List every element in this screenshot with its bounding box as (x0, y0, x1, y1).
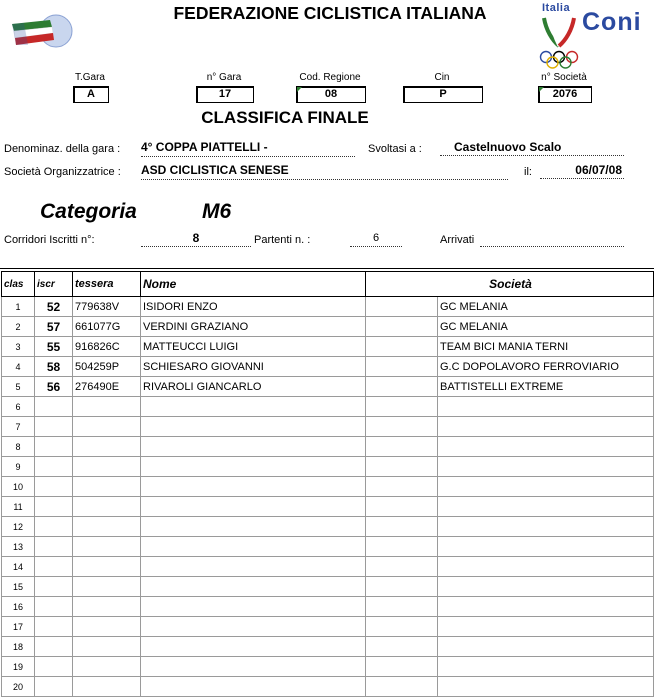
section-divider (0, 268, 654, 269)
row-societa-cell: TEAM BICI MANIA TERNI (438, 337, 654, 357)
row-iscr-cell (35, 617, 73, 637)
row-nome-cell (141, 637, 366, 657)
row-iscr-cell: 52 (35, 297, 73, 317)
row-spacer-cell (366, 597, 438, 617)
row-iscr-cell (35, 577, 73, 597)
row-spacer-cell (366, 317, 438, 337)
table-row (2, 557, 654, 577)
row-spacer-cell (366, 357, 438, 377)
row-iscr-cell: 58 (35, 357, 73, 377)
row-nome-cell (141, 517, 366, 537)
row-societa-cell (438, 517, 654, 537)
field-box-codregione: 08 (296, 86, 366, 103)
row-societa-cell (438, 457, 654, 477)
table-row (2, 297, 654, 317)
row-iscr-cell (35, 497, 73, 517)
row-tessera-cell (73, 537, 141, 557)
row-societa-cell (438, 557, 654, 577)
organizer-value: ASD CICLISTICA SENESE (141, 163, 508, 180)
row-clas-cell: 11 (2, 497, 35, 517)
field-label-ngara: n° Gara (206, 72, 242, 83)
row-societa-cell (438, 637, 654, 657)
table-row (2, 677, 654, 697)
row-nome-cell: ISIDORI ENZO (141, 297, 366, 317)
row-spacer-cell (366, 577, 438, 597)
field-box-tgara: A (73, 86, 109, 103)
row-spacer-cell (366, 297, 438, 317)
row-societa-cell: GC MELANIA (438, 297, 654, 317)
row-clas-cell: 10 (2, 477, 35, 497)
race-place-label: Svoltasi a : (368, 143, 422, 155)
row-clas-cell: 20 (2, 677, 35, 697)
row-nome-cell (141, 417, 366, 437)
row-tessera-cell (73, 577, 141, 597)
row-tessera-cell: 916826C (73, 337, 141, 357)
field-label-cin: Cin (434, 72, 450, 83)
row-tessera-cell: 661077G (73, 317, 141, 337)
row-nome-cell (141, 597, 366, 617)
row-clas-cell: 13 (2, 537, 35, 557)
table-row (2, 517, 654, 537)
row-iscr-cell (35, 517, 73, 537)
row-spacer-cell (366, 557, 438, 577)
category-value: M6 (202, 200, 232, 223)
row-spacer-cell (366, 437, 438, 457)
row-iscr-cell (35, 397, 73, 417)
row-iscr-cell (35, 457, 73, 477)
table-row (2, 437, 654, 457)
coni-name-text: Coni (582, 8, 642, 36)
table-row (2, 497, 654, 517)
date-label: il: (524, 166, 532, 178)
row-societa-cell (438, 417, 654, 437)
row-societa-cell (438, 577, 654, 597)
row-clas-cell: 8 (2, 437, 35, 457)
row-clas-cell: 2 (2, 317, 35, 337)
fci-logo-icon (10, 14, 74, 48)
table-row (2, 417, 654, 437)
field-label-codregione: Cod. Regione (299, 72, 361, 83)
row-societa-cell: GC MELANIA (438, 317, 654, 337)
race-place-value: Castelnuovo Scalo (440, 140, 624, 156)
coni-italia-text: Italia (542, 2, 571, 14)
table-row (2, 577, 654, 597)
arrived-value (480, 232, 624, 247)
row-societa-cell (438, 397, 654, 417)
row-nome-cell (141, 577, 366, 597)
date-value: 06/07/08 (540, 163, 624, 179)
row-societa-cell (438, 437, 654, 457)
table-row (2, 537, 654, 557)
row-nome-cell (141, 657, 366, 677)
row-spacer-cell (366, 537, 438, 557)
row-nome-cell (141, 677, 366, 697)
row-spacer-cell (366, 397, 438, 417)
table-row (2, 617, 654, 637)
row-clas-cell: 17 (2, 617, 35, 637)
row-tessera-cell (73, 637, 141, 657)
row-iscr-cell (35, 537, 73, 557)
row-societa-cell (438, 657, 654, 677)
row-nome-cell (141, 477, 366, 497)
row-nome-cell (141, 497, 366, 517)
row-iscr-cell (35, 637, 73, 657)
table-row (2, 597, 654, 617)
row-iscr-cell (35, 417, 73, 437)
enrolled-label: Corridori Iscritti n°: (4, 234, 95, 246)
row-spacer-cell (366, 477, 438, 497)
row-tessera-cell (73, 517, 141, 537)
coni-logo (536, 2, 646, 70)
row-tessera-cell: 504259P (73, 357, 141, 377)
field-box-nsocieta: 2076 (538, 86, 592, 103)
row-nome-cell (141, 397, 366, 417)
row-clas-cell: 15 (2, 577, 35, 597)
row-societa-cell (438, 597, 654, 617)
row-clas-cell: 12 (2, 517, 35, 537)
row-tessera-cell (73, 617, 141, 637)
row-tessera-cell (73, 497, 141, 517)
row-spacer-cell (366, 617, 438, 637)
cell-marker-icon (297, 87, 302, 92)
row-nome-cell (141, 617, 366, 637)
table-row (2, 637, 654, 657)
enrolled-value: 8 (141, 231, 251, 247)
row-clas-cell: 4 (2, 357, 35, 377)
table-row (2, 397, 654, 417)
field-box-ngara: 17 (196, 86, 254, 103)
row-clas-cell: 1 (2, 297, 35, 317)
arrived-label: Arrivati (440, 234, 475, 246)
row-tessera-cell (73, 557, 141, 577)
starters-label: Partenti n. : (254, 234, 311, 246)
row-iscr-cell (35, 557, 73, 577)
row-tessera-cell (73, 397, 141, 417)
olympic-rings-icon (539, 50, 579, 70)
row-societa-cell (438, 477, 654, 497)
field-label-tgara: T.Gara (74, 72, 105, 83)
row-tessera-cell: 276490E (73, 377, 141, 397)
row-iscr-cell: 55 (35, 337, 73, 357)
row-iscr-cell: 56 (35, 377, 73, 397)
coni-flame-icon (540, 16, 578, 50)
row-iscr-cell: 57 (35, 317, 73, 337)
row-societa-cell (438, 497, 654, 517)
row-clas-cell: 3 (2, 337, 35, 357)
row-nome-cell: MATTEUCCI LUIGI (141, 337, 366, 357)
row-societa-cell (438, 677, 654, 697)
row-clas-cell: 5 (2, 377, 35, 397)
row-tessera-cell (73, 597, 141, 617)
row-nome-cell: VERDINI GRAZIANO (141, 317, 366, 337)
row-clas-cell: 16 (2, 597, 35, 617)
field-box-cin: P (403, 86, 483, 103)
header-nome: Nome (141, 272, 366, 297)
row-clas-cell: 19 (2, 657, 35, 677)
header-clas: clas (2, 272, 35, 297)
table-row (2, 337, 654, 357)
starters-value: 6 (350, 232, 402, 247)
federation-title: FEDERAZIONE CICLISTICA ITALIANA (173, 3, 487, 23)
table-row (2, 657, 654, 677)
row-clas-cell: 18 (2, 637, 35, 657)
row-tessera-cell: 779638V (73, 297, 141, 317)
row-iscr-cell (35, 597, 73, 617)
page-subtitle: CLASSIFICA FINALE (201, 108, 369, 127)
table-row (2, 377, 654, 397)
row-nome-cell (141, 557, 366, 577)
results-table (1, 271, 654, 697)
row-spacer-cell (366, 417, 438, 437)
category-label: Categoria (40, 200, 137, 223)
row-spacer-cell (366, 337, 438, 357)
row-tessera-cell (73, 677, 141, 697)
header-societa: Società (366, 272, 654, 297)
row-iscr-cell (35, 677, 73, 697)
race-name-value: 4° COPPA PIATTELLI - (141, 140, 355, 157)
row-spacer-cell (366, 657, 438, 677)
row-spacer-cell (366, 637, 438, 657)
organizer-label: Società Organizzatrice : (4, 166, 121, 178)
table-header-row (2, 272, 654, 297)
row-tessera-cell (73, 417, 141, 437)
row-societa-cell (438, 617, 654, 637)
row-tessera-cell (73, 457, 141, 477)
row-spacer-cell (366, 677, 438, 697)
table-row (2, 477, 654, 497)
row-spacer-cell (366, 377, 438, 397)
table-row (2, 457, 654, 477)
row-spacer-cell (366, 517, 438, 537)
row-nome-cell (141, 537, 366, 557)
table-row (2, 317, 654, 337)
table-row (2, 357, 654, 377)
row-spacer-cell (366, 497, 438, 517)
row-nome-cell (141, 457, 366, 477)
row-nome-cell (141, 437, 366, 457)
race-name-label: Denominaz. della gara : (4, 143, 121, 155)
cell-marker-icon (539, 87, 544, 92)
header-tessera: tessera (73, 272, 141, 297)
row-nome-cell: SCHIESARO GIOVANNI (141, 357, 366, 377)
row-tessera-cell (73, 477, 141, 497)
row-iscr-cell (35, 477, 73, 497)
row-iscr-cell (35, 437, 73, 457)
row-tessera-cell (73, 437, 141, 457)
row-societa-cell: BATTISTELLI EXTREME (438, 377, 654, 397)
row-clas-cell: 6 (2, 397, 35, 417)
row-nome-cell: RIVAROLI GIANCARLO (141, 377, 366, 397)
row-societa-cell (438, 537, 654, 557)
row-iscr-cell (35, 657, 73, 677)
field-label-nsocieta: n° Società (541, 72, 587, 83)
row-clas-cell: 9 (2, 457, 35, 477)
row-spacer-cell (366, 457, 438, 477)
row-clas-cell: 14 (2, 557, 35, 577)
header-iscr: iscr (35, 272, 73, 297)
row-tessera-cell (73, 657, 141, 677)
row-societa-cell: G.C DOPOLAVORO FERROVIARIO (438, 357, 654, 377)
row-clas-cell: 7 (2, 417, 35, 437)
